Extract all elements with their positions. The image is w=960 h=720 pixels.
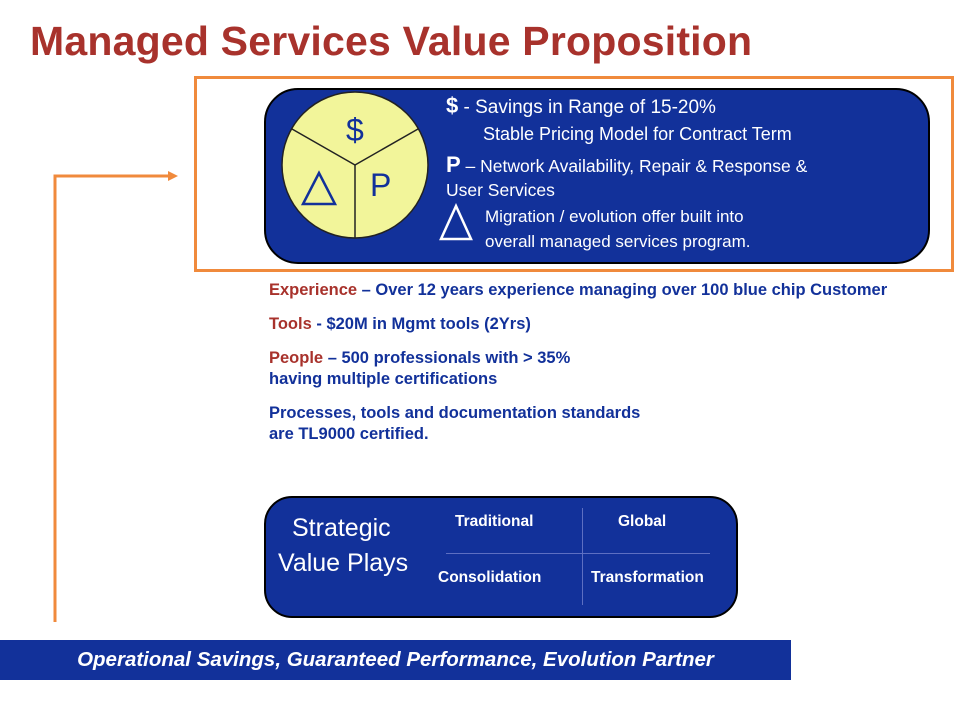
pie-dollar-label: $ xyxy=(346,112,364,148)
performance-line-cont: User Services xyxy=(446,180,555,200)
plays-title-line-2: Value Plays xyxy=(278,549,409,577)
value-pie-icon xyxy=(279,89,431,241)
experience-item: Experience – Over 12 years experience managing over 100 blue chip Customer xyxy=(269,281,888,299)
pricing-line: Stable Pricing Model for Contract Term xyxy=(483,124,792,144)
tools-item: Tools - $20M in Mgmt tools (2Yrs) xyxy=(269,315,531,333)
people-item: People – 500 professionals with > 35% having multiple certifications xyxy=(269,349,571,388)
quadrant-traditional: Traditional xyxy=(455,513,534,530)
delta-evolution-icon xyxy=(438,203,478,243)
processes-item: Processes, tools and documentation standards are TL9000 certified. xyxy=(269,404,641,443)
performance-line: P – Network Availability, Repair & Response & xyxy=(446,152,808,177)
savings-line: $ - Savings in Range of 15-20% xyxy=(446,93,716,118)
quadrant-divider-vertical xyxy=(582,508,583,605)
page-title: Managed Services Value Proposition xyxy=(30,18,753,64)
pie-performance-label: P xyxy=(370,167,392,203)
quadrant-divider-horizontal xyxy=(446,553,710,554)
footer-banner: Operational Savings, Guaranteed Performance, Evolution Partner xyxy=(0,640,791,680)
plays-title-line-1: Strategic xyxy=(292,514,391,542)
quadrant-consolidation: Consolidation xyxy=(438,569,542,586)
migration-line-1: Migration / evolution offer built into xyxy=(485,207,744,226)
migration-line-2: overall managed services program. xyxy=(485,232,751,251)
quadrant-transformation: Transformation xyxy=(591,569,704,586)
capabilities-list xyxy=(269,280,949,458)
quadrant-global: Global xyxy=(618,513,667,530)
